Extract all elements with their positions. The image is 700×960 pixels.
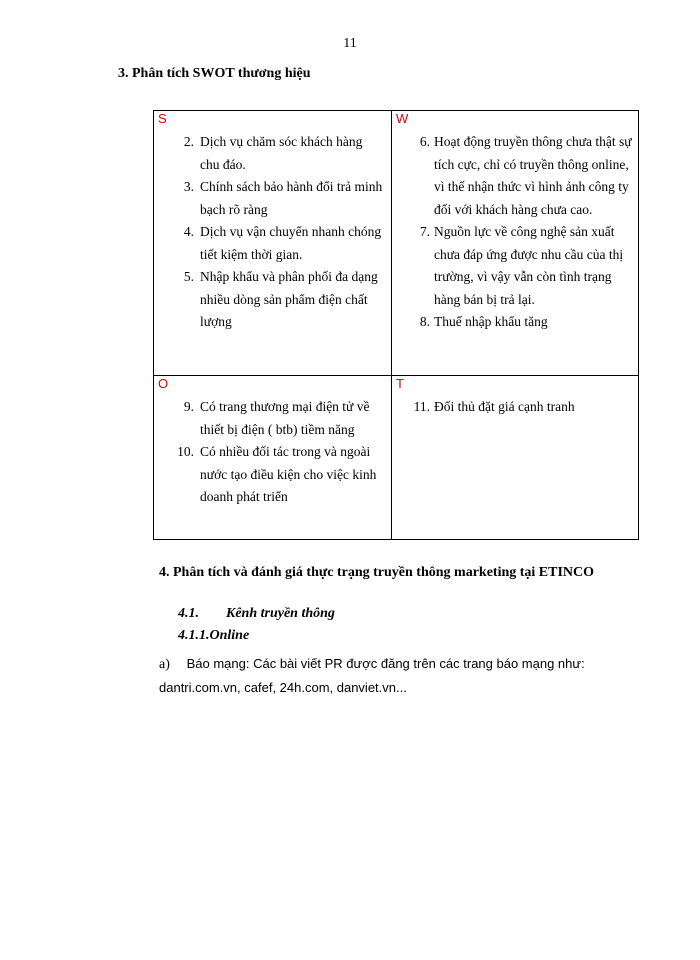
swot-item-text: Chính sách bảo hành đổi trả minh bạch rõ ràng <box>200 179 383 217</box>
section-4-heading: 4. Phân tích và đánh giá thực trạng truyền thông marketing tại ETINCO <box>159 565 595 580</box>
weaknesses-letter: W <box>396 111 409 126</box>
swot-item-number: 8. <box>419 314 430 329</box>
swot-item <box>154 441 385 509</box>
swot-table <box>153 110 639 540</box>
page-number: 11 <box>343 36 357 51</box>
swot-item-text: Thuế nhập khẩu tăng <box>434 314 548 329</box>
swot-item <box>154 131 385 176</box>
swot-item-number: 10. <box>177 444 194 459</box>
section-3-heading: 3. Phân tích SWOT thương hiệu <box>118 66 311 81</box>
weaknesses-list <box>392 131 632 334</box>
swot-item <box>154 266 385 334</box>
swot-item <box>392 131 632 221</box>
swot-item-number: 5. <box>183 269 194 284</box>
strengths-letter: S <box>158 111 167 126</box>
swot-item-number: 9. <box>183 399 194 414</box>
swot-item-number: 4. <box>183 224 194 239</box>
swot-item-text: Dịch vụ vận chuyển nhanh chóng tiết kiệm thời gian. <box>200 224 382 262</box>
subsection-4-1-1-heading: 4.1.1.Online <box>178 628 250 643</box>
paragraph-a <box>159 652 629 699</box>
swot-item-text: Nhập khẩu và phân phối đa dạng nhiều dòng sản phẩm điện chất lượng <box>200 269 378 329</box>
swot-item <box>392 311 632 334</box>
swot-item-number: 2. <box>183 134 194 149</box>
strengths-list <box>154 131 385 334</box>
subsection-4-1-heading <box>178 606 335 622</box>
swot-item-text: Có nhiều đối tác trong và ngoài nước tạo điều kiện cho việc kinh doanh phát triển <box>200 444 377 504</box>
swot-weaknesses-cell <box>392 111 638 376</box>
swot-item-number: 11. <box>413 399 430 414</box>
swot-item <box>392 396 632 419</box>
swot-item-text: Hoạt động truyền thông chưa thật sự tích cực, chỉ có truyền thông online, vì thế nhận thức vì hình ảnh công ty đối với khách hàng chưa cao. <box>434 134 632 217</box>
swot-item-text: Nguồn lực về công nghệ sản xuất chưa đáp ứng được nhu cầu của thị trường, vì vậy vẫn còn tình trạng hàng bán bị trả lại. <box>434 224 624 307</box>
swot-item-number: 3. <box>183 179 194 194</box>
swot-item-text: Dịch vụ chăm sóc khách hàng chu đáo. <box>200 134 363 172</box>
swot-threats-cell <box>392 376 638 539</box>
subsection-4-1-title: Kênh truyền thông <box>226 606 335 621</box>
swot-item-number: 7. <box>419 224 430 239</box>
swot-item <box>154 176 385 221</box>
swot-opportunities-cell <box>154 376 392 539</box>
swot-item-number: 6. <box>419 134 430 149</box>
threats-letter: T <box>396 376 404 391</box>
paragraph-a-marker: a) <box>159 657 170 672</box>
swot-item-text: Đối thủ đặt giá cạnh tranh <box>434 399 575 414</box>
opportunities-list <box>154 396 385 509</box>
paragraph-a-text: Báo mạng: Các bài viết PR được đăng trên các trang báo mạng như: dantri.com.vn, cafef, 24h.com, danviet.vn... <box>159 656 585 695</box>
swot-item <box>154 221 385 266</box>
swot-item-text: Có trang thương mại điện tử về thiết bị điện ( btb) tiềm năng <box>200 399 370 437</box>
subsection-4-1-number: 4.1. <box>178 606 199 621</box>
swot-item <box>154 396 385 441</box>
opportunities-letter: O <box>158 376 169 391</box>
swot-item <box>392 221 632 311</box>
swot-strengths-cell <box>154 111 392 376</box>
threats-list <box>392 396 632 419</box>
